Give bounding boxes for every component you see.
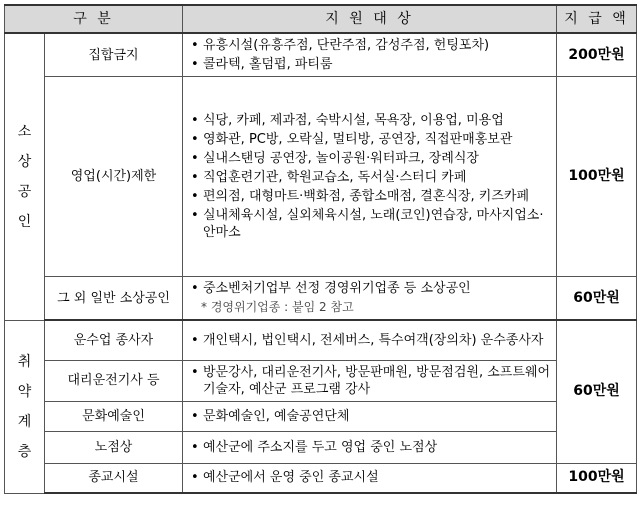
target-cell: • 개인택시, 법인택시, 전세버스, 특수여객(장의차) 운수종사자 bbox=[183, 320, 557, 360]
category-small-business: 소 상 공 인 bbox=[5, 33, 45, 320]
sub-category: 영업(시간)제한 bbox=[45, 77, 183, 277]
sub-category: 집합금지 bbox=[45, 33, 183, 77]
list-item: 실내체육시설, 실외체육시설, 노래(코인)연습장, 마사지업소·안마소 bbox=[203, 208, 544, 240]
header-category: 구 분 bbox=[5, 5, 183, 33]
table-row bbox=[5, 431, 637, 463]
sub-category: 문화예술인 bbox=[45, 401, 183, 431]
support-table bbox=[4, 4, 637, 494]
target-cell: • 문화예술인, 예술공연단체 bbox=[183, 401, 557, 431]
list-item: 영화관, PC방, 오락실, 멀티방, 공연장, 직접판매홍보관 bbox=[203, 132, 513, 147]
sub-category: 종교시설 bbox=[45, 463, 183, 493]
target-cell: • 중소벤처기업부 선정 경영위기업종 등 소상공인 * 경영위기업종 : 붙임 2 참고 bbox=[183, 277, 557, 321]
target-cell: • 예산군에 주소지를 두고 영업 중인 노점상 bbox=[183, 431, 557, 463]
list-item: 문화예술인, 예술공연단체 bbox=[203, 408, 350, 424]
list-item: 직업훈련기관, 학원교습소, 독서실·스터디 카페 bbox=[203, 170, 467, 185]
list-item: 중소벤처기업부 선정 경영위기업종 등 소상공인 bbox=[203, 281, 471, 296]
table-row bbox=[5, 401, 637, 431]
list-item: 실내스탠딩 공연장, 놀이공원·워터파크, 장례식장 bbox=[203, 151, 479, 166]
header-amount: 지 급 액 bbox=[557, 5, 637, 33]
list-item: 식당, 카페, 제과점, 숙박시설, 목욕장, 이용업, 미용업 bbox=[203, 113, 504, 128]
table-row bbox=[5, 277, 637, 321]
amount-cell: 100만원 bbox=[557, 77, 637, 277]
target-cell: • 식당, 카페, 제과점, 숙박시설, 목욕장, 이용업, 미용업 • 영화관, PC방, 오락실, 멀티방, 공연장, 직접판매홍보관 • 실내스탠딩 공연장, 놀이공원·워터파크, 장례식장 • 직업훈련기관, 학원교습소, 독서실·스터디 카페 • 편의점, 대형마트·백화점, 종합소매점, 결혼식장, 키즈카페 • 실내체육시설, 실외체육시설, 노래(코인)연습장, 마사지업소·안마소 bbox=[183, 77, 557, 277]
category-vulnerable: 취 약 계 층 bbox=[5, 320, 45, 493]
list-item: 콜라텍, 홀덤펍, 파티룸 bbox=[203, 57, 333, 72]
list-item: 유흥시설(유흥주점, 단란주점, 감성주점, 헌팅포차) bbox=[203, 38, 490, 53]
list-item: 편의점, 대형마트·백화점, 종합소매점, 결혼식장, 키즈카페 bbox=[203, 189, 530, 204]
sub-category: 운수업 종사자 bbox=[45, 320, 183, 360]
list-item: 방문강사, 대리운전기사, 방문판매원, 방문점검원, 소프트웨어 기술자, 예산군 프로그램 강사 bbox=[203, 364, 551, 397]
sub-category: 대리운전기사 등 bbox=[45, 360, 183, 401]
table-row bbox=[5, 463, 637, 493]
header-row bbox=[5, 5, 637, 33]
amount-cell: 60만원 bbox=[557, 320, 637, 463]
header-target: 지 원 대 상 bbox=[183, 5, 557, 33]
amount-cell: 100만원 bbox=[557, 463, 637, 493]
sub-category: 그 외 일반 소상공인 bbox=[45, 277, 183, 321]
table-row bbox=[5, 360, 637, 401]
list-item: 예산군에서 운영 중인 종교시설 bbox=[203, 470, 379, 486]
list-item: 개인택시, 법인택시, 전세버스, 특수여객(장의차) 운수종사자 bbox=[203, 332, 544, 348]
table-row bbox=[5, 77, 637, 277]
target-cell: • 예산군에서 운영 중인 종교시설 bbox=[183, 463, 557, 493]
table-row bbox=[5, 320, 637, 360]
amount-cell: 200만원 bbox=[557, 33, 637, 77]
target-cell: • 방문강사, 대리운전기사, 방문판매원, 방문점검원, 소프트웨어 기술자, 예산군 프로그램 강사 bbox=[183, 360, 557, 401]
note-text: * 경영위기업종 : 붙임 2 참고 bbox=[201, 300, 354, 314]
target-cell: • 유흥시설(유흥주점, 단란주점, 감성주점, 헌팅포차) • 콜라텍, 홀덤펍, 파티룸 bbox=[183, 33, 557, 77]
table-row bbox=[5, 33, 637, 77]
sub-category: 노점상 bbox=[45, 431, 183, 463]
amount-cell: 60만원 bbox=[557, 277, 637, 321]
list-item: 예산군에 주소지를 두고 영업 중인 노점상 bbox=[203, 439, 438, 455]
